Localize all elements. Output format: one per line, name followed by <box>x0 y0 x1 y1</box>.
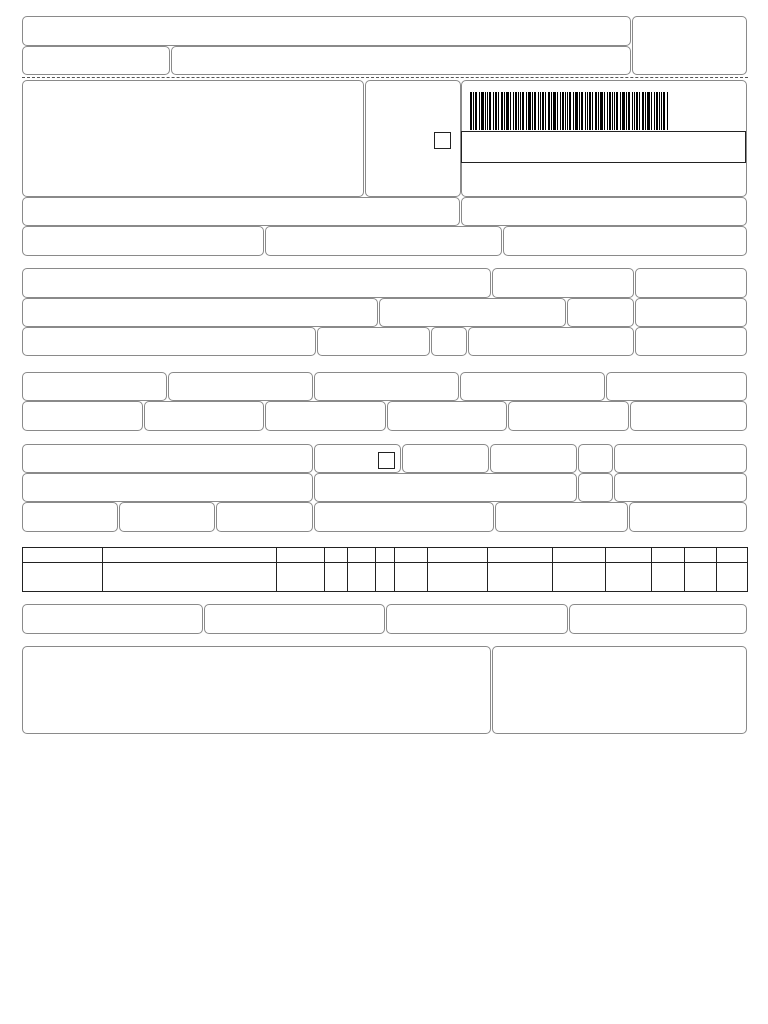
field-row2-c[interactable] <box>503 226 747 256</box>
grid-input-cell[interactable] <box>376 563 395 592</box>
field-s3-r1-d[interactable] <box>460 372 605 401</box>
grid-cell <box>103 548 277 563</box>
field-s2-r2-c[interactable] <box>567 298 634 327</box>
field-s4-r3-e[interactable] <box>495 502 628 532</box>
tear-line-divider <box>22 77 748 78</box>
field-s4-r2-d[interactable] <box>614 473 747 502</box>
field-s2-r3-e[interactable] <box>635 327 747 356</box>
field-s3-r1-b[interactable] <box>168 372 313 401</box>
field-s3-r2-d[interactable] <box>387 401 507 431</box>
field-s4-r3-d[interactable] <box>314 502 494 532</box>
field-s5-d[interactable] <box>569 604 747 634</box>
grid-cell <box>277 548 325 563</box>
field-s3-r1-c[interactable] <box>314 372 459 401</box>
field-s3-r2-e[interactable] <box>508 401 629 431</box>
grid-input-cell[interactable] <box>277 563 325 592</box>
field-row1-right[interactable] <box>461 197 747 226</box>
grid-input-cell[interactable] <box>685 563 717 592</box>
authentication-field[interactable] <box>492 646 747 734</box>
field-s4-r3-a[interactable] <box>22 502 118 532</box>
grid-input-cell[interactable] <box>652 563 685 592</box>
grid-cell <box>553 548 606 563</box>
field-s3-r2-c[interactable] <box>265 401 386 431</box>
field-s5-b[interactable] <box>204 604 385 634</box>
field-s3-r2-b[interactable] <box>144 401 264 431</box>
field-s3-r1-e[interactable] <box>606 372 747 401</box>
field-row2-a[interactable] <box>22 226 264 256</box>
grid-cell <box>376 548 395 563</box>
field-s2-r3-a[interactable] <box>22 327 316 356</box>
grid-cell <box>488 548 553 563</box>
grid-input-cell[interactable] <box>325 563 348 592</box>
field-s2-r3-c[interactable] <box>431 327 467 356</box>
grid-input-cell[interactable] <box>103 563 277 592</box>
grid-input-cell[interactable] <box>348 563 376 592</box>
grid-cell <box>325 548 348 563</box>
observations-field[interactable] <box>22 646 491 734</box>
grid-input-cell[interactable] <box>606 563 652 592</box>
checkbox-1[interactable] <box>434 132 451 149</box>
field-s2-r1-a[interactable] <box>22 268 491 298</box>
field-s2-r1-b[interactable] <box>492 268 634 298</box>
field-s4-r2-c[interactable] <box>578 473 613 502</box>
checkbox-2[interactable] <box>378 452 395 469</box>
grid-input-cell[interactable] <box>488 563 553 592</box>
grid-cell <box>606 548 652 563</box>
grid-cell <box>652 548 685 563</box>
grid-cell <box>685 548 717 563</box>
grid-cell <box>23 548 103 563</box>
field-s2-r3-b[interactable] <box>317 327 430 356</box>
barcode-number-strip <box>461 131 746 163</box>
field-row1-left[interactable] <box>22 197 460 226</box>
field-s4-r3-c[interactable] <box>216 502 313 532</box>
field-s5-c[interactable] <box>386 604 568 634</box>
grid-input-cell[interactable] <box>717 563 748 592</box>
address-field[interactable] <box>22 80 364 197</box>
field-s4-r3-b[interactable] <box>119 502 215 532</box>
field-s5-a[interactable] <box>22 604 203 634</box>
field-s4-r1-f[interactable] <box>614 444 747 473</box>
form-header-title-field[interactable] <box>22 16 631 46</box>
field-s2-r2-d[interactable] <box>635 298 747 327</box>
field-s2-r2-b[interactable] <box>379 298 566 327</box>
field-s3-r2-a[interactable] <box>22 401 143 431</box>
field-s4-r2-a[interactable] <box>22 473 313 502</box>
field-s3-r1-a[interactable] <box>22 372 167 401</box>
field-s4-r2-b[interactable] <box>314 473 577 502</box>
field-s2-r2-a[interactable] <box>22 298 378 327</box>
field-s3-r2-f[interactable] <box>630 401 747 431</box>
form-header-wide-field[interactable] <box>171 46 631 75</box>
entry-grid-table <box>22 547 748 592</box>
form-header-right-field[interactable] <box>632 16 747 75</box>
field-s2-r3-d[interactable] <box>468 327 634 356</box>
grid-input-cell[interactable] <box>395 563 428 592</box>
field-s4-r1-d[interactable] <box>490 444 577 473</box>
field-s4-r3-f[interactable] <box>629 502 747 532</box>
field-s4-r1-c[interactable] <box>402 444 489 473</box>
grid-cell <box>717 548 748 563</box>
grid-cell <box>348 548 376 563</box>
grid-input-cell[interactable] <box>553 563 606 592</box>
field-s4-r1-a[interactable] <box>22 444 313 473</box>
grid-entry-row <box>23 563 748 592</box>
form-header-small-field[interactable] <box>22 46 170 75</box>
grid-header-row <box>23 548 748 563</box>
field-s2-r1-c[interactable] <box>635 268 747 298</box>
grid-input-cell[interactable] <box>23 563 103 592</box>
grid-input-cell[interactable] <box>428 563 488 592</box>
barcode-image <box>470 92 670 130</box>
grid-cell <box>428 548 488 563</box>
field-row2-b[interactable] <box>265 226 502 256</box>
field-s4-r1-e[interactable] <box>578 444 613 473</box>
grid-cell <box>395 548 428 563</box>
